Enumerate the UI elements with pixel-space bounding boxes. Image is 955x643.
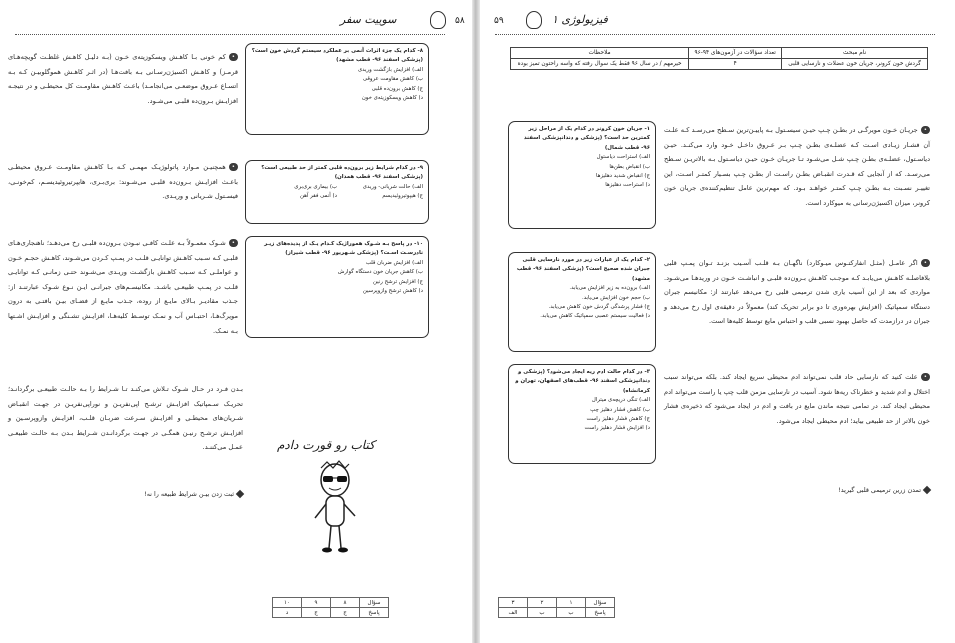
heart-icon [236, 490, 244, 498]
logo-icon [430, 11, 446, 29]
option: الف) استراحت دیاستول [596, 154, 650, 161]
heart-icon [923, 486, 931, 494]
option: ب) کاهش جریان خون دستگاه گوارش [337, 269, 423, 276]
option: ج) کاهش برون‌ده قلبی [371, 85, 423, 92]
option: د) فعالیت سیستم عصبی سمپاتیک کاهش می‌یابد. [540, 313, 650, 320]
page-number: ۵۸ [455, 16, 465, 26]
option: الف) افزایش بازگشت وریدی [357, 66, 423, 73]
answer-header: سؤال [586, 598, 615, 608]
page-title: سوییت سفر [340, 13, 397, 26]
logo-icon [526, 11, 542, 29]
answer-key-table [498, 597, 615, 618]
tip-line: ثبت زدن بیـن شرایط طبیعه را نه! [8, 490, 243, 498]
answer-question-number: ۹ [302, 598, 331, 608]
question-text: ۸- کدام یک جزء اثرات آنمی بر عملکرد سیستم گردش خون است؟ (پزشکی اسفند ۹۶- قطب مشهد) [251, 48, 423, 64]
question-text: ۱- جریان خون کرونر در کدام یک از مراحل زیر کمترین حد است؟ (پزشکی و دندانپزشکی اسفند ۹۶- قطب شمال) [523, 126, 650, 151]
option: ب) انقباض بطن‌ها [609, 163, 650, 170]
left-page [0, 0, 472, 643]
tip-line: تمدن زرین ترمیمی قلبی گیرید! [664, 486, 930, 494]
paragraph: بـدن فـرد در حـال شـوک تـلاش می‌کنـد تـا شـرایط را بـه حالـت طبیعـی برگردانـد؛ تحریـک سـمپاتیک افزایـش ترشـح اپی‌نفریـن و نوراپی‌نفریـن در جهـت انقبـاض شـریان‌های محیطـی و افزایـش سـرعت ضربـان قلـب، افزایـش وازوپرسـین و افزایـش ترشـح رنیـن همگـی در جهـت برگردانـدن شـرایط بـدن بـه حالـت طبیعـی عمـل می‌کننـد. [8, 385, 243, 452]
right-page-header [492, 14, 692, 32]
question-box-8 [245, 43, 429, 135]
answer-value: الف [499, 608, 528, 618]
header-divider [15, 34, 445, 35]
question-text: ۱۰- در پاسخ بـه شـوک هموراژیک کـدام یـک از پدیده‌های زیـر نادرسـت اسـت؟ (پزشکی شـهریور ۹۶- قطب شیراز) [264, 241, 423, 257]
option: الف) تنگی دریچه‌ی میترال [591, 397, 650, 404]
option: ج) کاهش فشار دهلیز راست [586, 416, 650, 423]
answer-question-number: ۲ [528, 598, 557, 608]
question-box-2 [508, 252, 656, 352]
option: د) استراحت دهلیزها [605, 182, 650, 189]
question-box-10 [245, 236, 429, 338]
left-page-header [250, 13, 465, 32]
option: ج) انقباض شدید دهلیزها [595, 173, 650, 180]
option: الف) حالت شریانی- وریدی [362, 183, 423, 190]
answer-key-table [272, 597, 389, 618]
question-text: ۲- کدام یک از عبارات زیر در مورد نارسایی قلبی جبران شده صحیح است؟ (پزشکی اسفند ۹۶- قطب مشهد) [516, 257, 650, 282]
answer-value: ب [528, 608, 557, 618]
option: د) افزایش فشار دهلیز راست [584, 425, 650, 432]
note-badge: • [921, 259, 930, 267]
table-header: ملاحظات [511, 48, 689, 59]
note-badge: • [921, 126, 930, 134]
page-number: ۵۹ [494, 16, 504, 26]
answer-value: ج [331, 608, 360, 618]
book-gutter [472, 0, 480, 643]
option: د) کاهش ویسکوزیته‌ی خون [361, 95, 423, 102]
option: د) کاهش ترشح وازوپرسین [362, 288, 423, 295]
table-header: تعداد سؤالات در آزمون‌های ۹۴-۹۶ [689, 48, 782, 59]
paragraph: •همچنیـن مـوارد پاتولوژیـک مهمـی کـه بـا کاهـش مقاومـت عـروق محیطـی باعـث افزایـش بـرون‌ده قلبـی می‌شـوند: بری‌بـری، هایپرتیروئیدیسـم، کم‌خونـی، فیسـتول شـریانی و وریـدی. [8, 163, 238, 201]
topic-table [510, 47, 928, 70]
table-cell: ۴ [689, 59, 782, 70]
note-badge: • [229, 53, 238, 61]
question-text: ۹- در کدام شرایط زیر برون‌ده قلبی کمتر از حد طبیعی است؟ (پزشکی اسفند ۹۶- قطب همدان) [261, 165, 423, 181]
question-text: ۳- در کدام حالت ادم ریه ایجاد می‌شود؟ (پزشکی و دندانپزشکی اسفند ۹۶- قطب‌های اصفهان، تهران و کرمانشاه) [515, 369, 650, 394]
answer-header: پاسخ [360, 608, 389, 618]
answer-header: سؤال [360, 598, 389, 608]
answer-value: د [273, 608, 302, 618]
option: ج) افزایش ترشح رنین [373, 278, 423, 285]
option: ج) هیپوتیروئیدیسم [382, 193, 423, 200]
answer-value: ج [302, 608, 331, 618]
answer-question-number: ۸ [331, 598, 360, 608]
question-box-3 [508, 364, 656, 464]
header-divider [495, 34, 935, 35]
option: الف) برون‌ده به زیر افزایش می‌یابد. [569, 285, 650, 292]
question-box-9 [245, 160, 429, 224]
option: ب) بیماری بری‌بری [294, 183, 337, 190]
note-badge: • [921, 373, 930, 381]
option: الف) افزایش ضربان قلب [365, 259, 423, 266]
cartoon-character-illustration [305, 460, 365, 560]
answer-question-number: ۱ [557, 598, 586, 608]
page-title: فیزیولوژی ۱ [552, 13, 608, 26]
question-box-1 [508, 121, 656, 229]
paragraph: •علت کنید که نارسایی حاد قلب نمی‌تواند ادم محیطی سریع ایجاد کند. بلکه می‌تواند سبب اختلال و ادم شدید و خطرناک ریه‌ها شود. آسیب در نارسایی مزمن قلب چپ یا راست می‌تواند ادم محیطی ایجاد کند. در تمامی نتیجه ماندن مایع در بافت و ادم در ایجاد می‌شود که ذخیره‌ی فشار خون بالاتر از حد طبیعی بیاید؛ ادم محیطی ایجاد می‌شود. [664, 373, 930, 425]
right-page [480, 0, 955, 643]
answer-header: پاسخ [586, 608, 615, 618]
answer-value: ب [557, 608, 586, 618]
option: ب) حجم خون افزایش می‌یابد. [582, 294, 650, 301]
table-cell: گردش خون کرونر، جریان خون عضلات و نارسایی قلبی [782, 59, 928, 70]
paragraph: •کم خونی بـا کاهـش ویسکوزیته‌ی خـون (بـه دلیـل کاهـش غلظـت گویچه‌هـای قرمـز) و کاهـش اکسیژن‌رسـانی بـه بافت‌هـا (در اثـر کاهـش هموگلوبیـن کـه بـه اتسـاع عـروق موضعـی می‌انجامـد) باعـث کاهـش مقاومـت کل محیطـی و در نتیجـه افزایـش بـرون‌ده قلبـی می‌شـود. [8, 53, 238, 105]
option: د) آنمی فقر آهن [300, 193, 337, 200]
answer-question-number: ۳ [499, 598, 528, 608]
option: ج) فشار پرشدگی گردش خون کاهش می‌یابد. [548, 304, 650, 311]
answer-question-number: ۱۰ [273, 598, 302, 608]
note-badge: • [229, 163, 238, 171]
option: ب) کاهش فشار دهلیز چپ [590, 406, 650, 413]
note-badge: • [229, 239, 238, 247]
paragraph: •شـوک معمـولاً بـه علـت کافـی نبـودن بـرون‌ده قلبـی رخ می‌دهـد؛ ناهنجاری‌هـای قلبـی کـه سـبب کاهـش توانایـی قلـب در پمـپ کـردن می‌شـوند، کاهـش حجـم خـون و عواملـی کـه سـبب کاهـش بازگشـت وریـدی می‌شـوند حتـی زمانـی کـه توانایـی قلـب در پمـپ طبیعـی باشـد. مکانیسـم‌های جبرانـی ایـن نـوع شـوک عبارتنـد از: جـذب مقادیـر بـالای مایـع از روده، جـذب مایـع از فضـای بیـن بافتـی به درون مویرگ‌هـا، احتبـاس آب و نمـک توسـط کلیه‌هـا، افزایـش تشـنگی و افزایـش اشـتها بـه نمـک. [8, 239, 238, 335]
table-header: نام مبحث [782, 48, 928, 59]
paragraph: •اگر عامـل (مثـل انفارکتـوس میـوکارد) ناگهـان بـه قلـب آسـیب بزنـد تـوان پمـپ قلبی بلافاصلـه کاهـش می‌یابـد کـه موجـب کاهـش بـرون‌ده قلبـی و انباشـت خـون در وریدهـا می‌شـود. مواردی که بعد از این آسیب یاری شدن ترمیمی قلبی رخ می‌دهد عبارتند از: مکانیسم جبران دستگاه سمپاتیک (افزایش بهره‌وری تا دو برابر تحریک کند) معمولاً در دقیقه‌ی اول رخ می‌دهد و جبران در درازمدت که حاصل بهبود نسبی قلب و احتباس مایع توسط کلیه‌ها است. [664, 259, 930, 326]
table-cell: خیرمهم / در سال ۹۶ فقط یک سوال رفته که واسه راحتون تمیز بوده [511, 59, 689, 70]
slogan-text: کتاب رو قورت دادم [277, 438, 375, 452]
paragraph: •جریـان خـون مویرگـی در بطـن چـپ حیـن سیسـتول بـه پاییـن‌ترین سـطح می‌رسـد کـه علـت آن فشـار زیـادی اسـت کـه عضلـه‌ی بطـن چـپ بـر عـروق داخـل خـود وارد می‌کنـد. حیـن دیاسـتول، عضلـه‌ی بطـن چـپ شـل می‌شـود تـا جریـان خـون حیـن دیاسـتول بـه بالاتریـن سـطح می‌رسـد. که از آنجایی که قـدرت انقبـاض بطـن راسـت از بطـن چـپ بسـیار کمتـر اسـت، این تغییـر نسـبت بـه بطـن چـپ کمتـر خواهـد بـود. که مهم‌ترین عامل تنظیم‌کننده‌ی جریان خون کرونر، میزان اکسیژن‌رسانی به میوکارد است. [664, 126, 930, 207]
option: ب) کاهش مقاومت عروقی [362, 76, 423, 83]
